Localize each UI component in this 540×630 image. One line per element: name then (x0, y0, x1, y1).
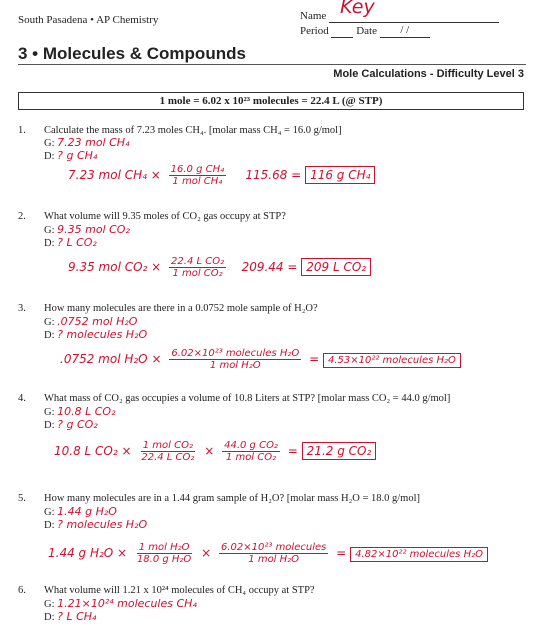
desired-4: D: ? g CO₂ (44, 418, 98, 431)
date-label: Date (356, 25, 377, 37)
work-4: 10.8 L CO₂ × $\frac{\text{1 mol CO₂}}{\text{22.4 L CO₂}}$ × $\frac{\text{44.0 g CO₂}}{\text{1 mol CO₂}}$ = 21.2 g CO₂ (54, 440, 376, 463)
given-4: G: 10.8 L CO₂ (44, 405, 116, 418)
period-line (331, 23, 353, 38)
question-1: 1. Calculate the mass of 7.23 moles CH₄. [molar mass CH₄ = 16.0 g/mol] (18, 125, 342, 136)
period-label: Period (300, 25, 329, 37)
desired-1: D: ? g CH₄ (44, 149, 98, 162)
answer-4: 21.2 g CO₂ (302, 442, 377, 460)
question-3: 3. How many molecules are there in a 0.0752 mole sample of H₂O? (18, 303, 318, 314)
given-6: G: 1.21×10²⁴ molecules CH₄ (44, 597, 197, 610)
given-5: G: 1.44 g H₂O (44, 505, 117, 518)
given-1: G: 7.23 mol CH₄ (44, 136, 130, 149)
given-2: G: 9.35 mol CO₂ (44, 223, 130, 236)
name-period-date-block (300, 0, 499, 38)
desired-3: D: ? molecules H₂O (44, 328, 148, 341)
desired-5: D: ? molecules H₂O (44, 518, 148, 531)
work-5: 1.44 g H₂O × $\frac{\text{1 mol H₂O}}{\text{18.0 g H₂O}}$ × $\frac{\text{6.02×10²³ molecules}}{\text{1 mol H₂O}}$ = 4.82×10²² molecules H₂O (48, 542, 488, 565)
answer-1: 116 g CH₄ (305, 166, 375, 184)
conversion-box: 1 mole = 6.02 x 10²³ molecules = 22.4 L (@ STP) (18, 92, 524, 110)
name-value: Key (340, 0, 375, 18)
name-label: Name (300, 10, 327, 22)
date-line: / / (380, 23, 430, 38)
desired-6: D: ? L CH₄ (44, 610, 97, 623)
answer-5: 4.82×10²² molecules H₂O (350, 547, 488, 562)
page-subtitle: Mole Calculations - Difficulty Level 3 (333, 68, 524, 80)
answer-3: 4.53×10²² molecules H₂O (323, 353, 461, 368)
question-4: 4. What mass of CO₂ gas occupies a volume of 10.8 Liters at STP? [molar mass CO₂ = 44.0 g/mol] (18, 393, 451, 404)
work-1: 7.23 mol CH₄ × $\frac{\text{16.0 g CH₄}}{\text{1 mol CH₄}}$ 115.68 = 116 g CH₄ (68, 164, 375, 187)
title-rule (18, 64, 526, 65)
work-3: .0752 mol H₂O × $\frac{\text{6.02×10²³ molecules H₂O}}{\text{1 mol H₂O}}$ = 4.53×10²² molecules H₂O (60, 348, 461, 371)
desired-2: D: ? L CO₂ (44, 236, 97, 249)
question-6: 6. What volume will 1.21 x 10²⁴ molecules of CH₄ occupy at STP? (18, 585, 315, 596)
question-5: 5. How many molecules are in a 1.44 gram sample of H₂O? [molar mass H₂O = 18.0 g/mol] (18, 493, 420, 504)
school-course: South Pasadena • AP Chemistry (18, 14, 159, 26)
given-3: G: .0752 mol H₂O (44, 315, 138, 328)
answer-2: 209 L CO₂ (301, 258, 371, 276)
question-2: 2. What volume will 9.35 moles of CO₂ gas occupy at STP? (18, 211, 286, 222)
work-2: 9.35 mol CO₂ × $\frac{\text{22.4 L CO₂}}{\text{1 mol CO₂}}$ 209.44 = 209 L CO₂ (68, 256, 371, 279)
page-title: 3 • Molecules & Compounds (18, 44, 246, 63)
